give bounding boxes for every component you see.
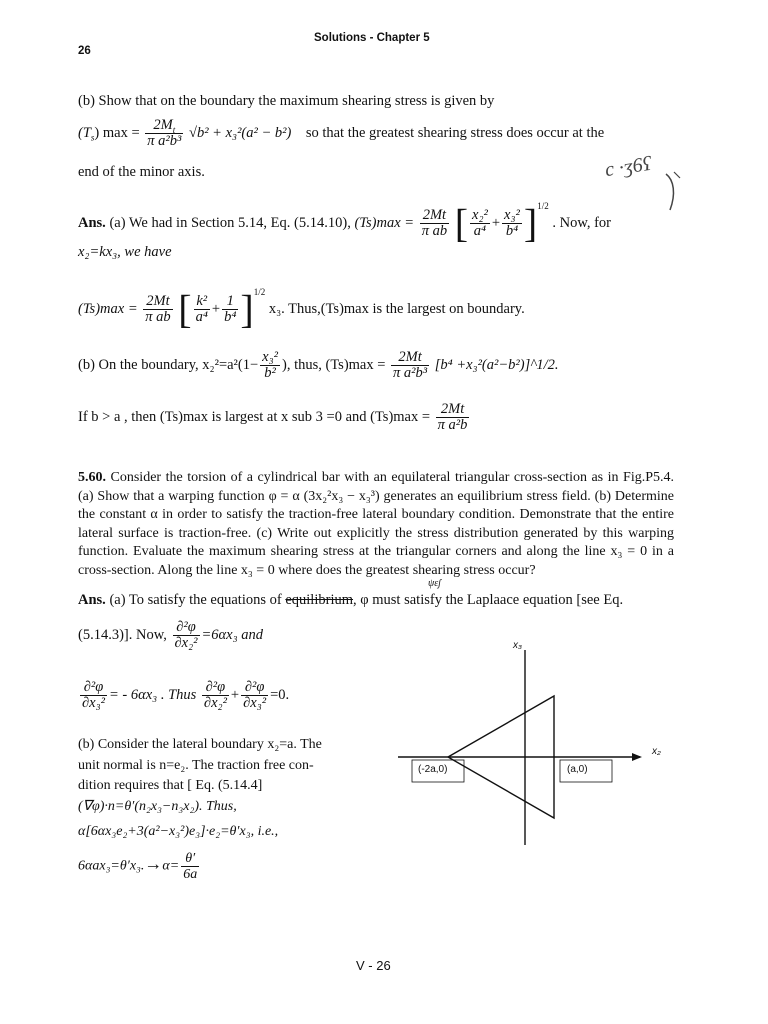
ans-c-line2 [78, 620, 263, 651]
d1d: ∂x₂² [174, 635, 198, 651]
sol-line6b: α= [162, 858, 180, 874]
ans-label: Ans. [78, 215, 106, 231]
ans-a-line2: x₂=kx₃, we have [78, 244, 172, 260]
ans-a2-t1n: k² [194, 294, 210, 310]
sol-line4: (∇φ)·n=θ′(n₂x₃−n₃x₂). Thus, [78, 798, 237, 814]
x2-arrow-icon [632, 753, 642, 761]
ans-c-text-a: (a) To satisfy the equations of [109, 592, 282, 608]
ans-b-tail: [b⁴ +x₃²(a²−b²)]^1/2. [434, 356, 559, 373]
ans-a2-tail: x₃. Thus,(Ts)max is the largest on boundary. [268, 301, 525, 317]
part-b-solution [78, 735, 322, 882]
ans-c-line2a: (5.14.3)]. Now, [78, 626, 167, 643]
x3-label: x₃ [513, 640, 522, 651]
ans-b2-line [78, 402, 471, 433]
formula-tail: so that the greatest shearing stress does occur at the [305, 124, 605, 141]
plus-sign: + [230, 686, 240, 703]
part-b-statement: (b) Show that on the boundary the maximum shearing stress is given by [78, 93, 495, 109]
ans-b2-text: If b > a , then (Ts)max is largest at x sub 3 =0 and (Ts)max = [78, 408, 431, 425]
ans-a-t1n: x₂² [472, 207, 488, 224]
formula-lhs-sub: s [90, 132, 95, 143]
ans-a2-t2d: b⁴ [224, 309, 237, 326]
problem-body: Consider the torsion of a cylindrical bar with an equilateral triangular cross-section as in Fig.P5.4. (a) Show that a warping function φ = α (3x₂²x₃ − x₃³) generates an equilibrium stress field. (b) Determine the constant α in order to satisfy the traction-free lateral boundary condition. Demonstrate that the entire lateral surface is traction-free. (c) Write out explicitly the stress distribution generated by this warping function. Evaluate the maximum shearing stress at the triangular corners and along the line x₃ = 0 in a cross-section. Along the line x₃ = 0 where does the greatest shearing stress occur? [78, 470, 674, 578]
ans-b2-den: π a²b [437, 417, 468, 433]
ans-a-t2 [502, 208, 522, 239]
ans-a2-t1d: a⁴ [195, 309, 208, 326]
ans-a-lhs: (Ts)max = [354, 215, 415, 231]
formula-den: π a²b³ [147, 133, 182, 149]
sol-line6a: 6αax₃=θ′x₃. [78, 858, 145, 874]
ans-a2-t1 [194, 294, 210, 325]
ans-b-num: 2Mt [391, 350, 429, 366]
alpha-fd: 6a [183, 866, 198, 882]
ans-b-den: π a²b³ [393, 365, 428, 381]
chapter-title: Solutions - Chapter 5 [314, 32, 430, 44]
ans-a-t1 [470, 208, 490, 239]
sum-frac2 [241, 680, 268, 711]
close-bracket: ] [240, 286, 254, 332]
problem-5-60 [78, 469, 674, 580]
ans-a2-t2 [222, 294, 238, 325]
s1n: ∂²φ [202, 680, 229, 696]
ans-a-t2d: b⁴ [505, 223, 519, 240]
formula-fraction [145, 118, 183, 149]
ans-c-d1r: =6αx₃ and [201, 626, 263, 643]
close-bracket: ] [523, 200, 538, 246]
ans-a-t1d: a⁴ [473, 223, 487, 240]
sum-frac1 [202, 680, 229, 711]
ans-a2-t2n: 1 [222, 294, 238, 310]
handwritten-note: c ·ʒ6ʕ [603, 152, 653, 182]
open-bracket: [ [178, 286, 192, 332]
formula-num-sub: t [172, 124, 176, 135]
ans-b-text: (b) On the boundary, x₂²=a²(1− [78, 356, 259, 373]
ans-b-formula [78, 350, 558, 381]
plus-sign: + [491, 215, 501, 231]
ans-a-tail: . Now, for [552, 215, 612, 231]
d2d: ∂x₃² [82, 695, 105, 711]
part-b-line2: end of the minor axis. [78, 164, 205, 180]
footer-page: V - 26 [356, 958, 391, 973]
ans-b-mid: ), thus, (Ts)max = [282, 356, 386, 373]
sol-line6 [78, 851, 322, 882]
ans-a-line1 [78, 200, 612, 246]
ans-a2-formula [78, 286, 525, 332]
ans-b-fd: b² [264, 365, 276, 381]
ans-c-text-b: , φ must satisfy the Laplaace equation [see Eq. [353, 592, 624, 608]
max-shear-formula [78, 118, 604, 149]
handwritten-mark-icon [660, 170, 684, 215]
d1n: ∂²φ [173, 620, 200, 636]
sol-line3: dition requires that [ Eq. (5.14.4] [78, 778, 263, 793]
sol-line2: unit normal is n=e₂. The traction free con- [78, 757, 314, 773]
s2d: ∂x₃² [243, 695, 267, 711]
ans-a2-frac [143, 294, 172, 325]
laplace-d2r: = - 6αx₃ . Thus [109, 686, 197, 703]
page-number: 26 [78, 45, 91, 57]
formula-lhs-end: ) max = [94, 124, 140, 141]
x2-label: x₂ [652, 746, 661, 757]
ans-b-fn: x₃² [262, 349, 278, 365]
d2phi-dx2-frac [173, 620, 200, 651]
d2phi-dx3-frac [80, 680, 107, 711]
ans-c-line1 [78, 592, 623, 609]
ans-a-num: 2Mt [420, 208, 449, 224]
ans-a-pow: 1/2 [537, 201, 549, 211]
ans-b2-frac [436, 402, 470, 433]
plus-sign: + [211, 301, 221, 317]
left-vertex-label: (-2a,0) [418, 764, 448, 775]
ans-b-frac2 [391, 350, 429, 381]
ans-b-frac1 [260, 350, 280, 381]
d2n: ∂²φ [80, 680, 107, 696]
formula-sqrt: √b² + x₃²(a² − b²) [189, 124, 292, 141]
ans-a2-pow: 1/2 [253, 287, 266, 297]
s1d: ∂x₂² [203, 695, 227, 711]
s2n: ∂²φ [241, 680, 268, 696]
ans-a-den: π ab [421, 223, 448, 240]
triangle-figure [390, 640, 710, 860]
formula-num: 2M [153, 117, 173, 133]
ans-a-frac [420, 208, 449, 239]
sol-line5: α[6αx₃e₂+3(a²−x₃²)e₃]·e₂=θ′x₃, i.e., [78, 824, 279, 839]
alpha-fn: θ′ [181, 851, 199, 867]
laplace-result: =0. [270, 686, 290, 703]
laplace-check [78, 680, 289, 711]
arrow-icon: → [144, 853, 163, 874]
ans-a2-num: 2Mt [143, 294, 172, 310]
ans-a2-den: π ab [145, 309, 171, 326]
ans-a-t2n: x₃² [504, 207, 520, 224]
formula-lhs: (T [78, 124, 91, 141]
alpha-frac [181, 851, 199, 882]
problem-label: 5.60. [78, 470, 106, 485]
ans-a2-lhs: (Ts)max = [78, 301, 138, 317]
right-vertex-label: (a,0) [567, 764, 588, 775]
ans-b2-num: 2Mt [436, 402, 470, 418]
ans-a-text: (a) We had in Section 5.14, Eq. (5.14.10), [109, 215, 351, 231]
struck-word: equilibrium [285, 592, 354, 608]
open-bracket: [ [454, 200, 469, 246]
ans-label: Ans. [78, 592, 106, 608]
handwritten-insert: ψεʃ [428, 578, 442, 589]
sol-line1: (b) Consider the lateral boundary x₂=a. The [78, 737, 322, 752]
